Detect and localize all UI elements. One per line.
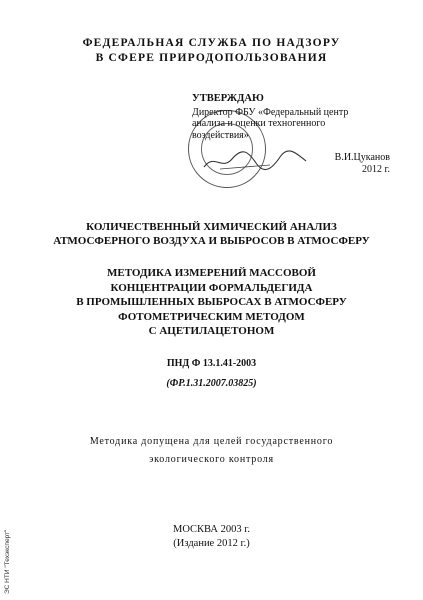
document-code: ПНД Ф 13.1.41-2003 <box>166 358 257 369</box>
imprint <box>0 523 423 550</box>
admission-line-2: экологического контроля <box>149 454 274 465</box>
approval-line-1: Директор ФБУ «Федеральный центр <box>192 106 349 118</box>
method-title <box>0 266 423 339</box>
side-watermark-note: ЭС НТИ "Техэксперт" <box>4 529 11 594</box>
agency-header <box>0 36 423 66</box>
method-line-5: С АЦЕТИЛАЦЕТОНОМ <box>148 325 275 337</box>
approval-line-3: воздействия» <box>192 129 249 141</box>
approval-heading: УТВЕРЖДАЮ <box>192 93 264 104</box>
method-line-1: МЕТОДИКА ИЗМЕРЕНИЙ МАССОВОЙ <box>107 267 316 279</box>
approval-line-2: анализа и оценки техногенного <box>192 118 326 129</box>
method-line-3: В ПРОМЫШЛЕННЫХ ВЫБРОСАХ В АТМОСФЕРУ <box>76 296 347 308</box>
method-line-2: КОНЦЕНТРАЦИИ ФОРМАЛЬДЕГИДА <box>110 281 313 294</box>
approval-block <box>192 93 402 141</box>
signer-name: В.И.Цуканов <box>334 152 390 163</box>
approval-year: 2012 г. <box>362 163 390 175</box>
city-year: МОСКВА 2003 г. <box>173 524 250 535</box>
admission-line-1: Методика допущена для целей государственного <box>89 436 334 447</box>
admission-note <box>0 433 423 469</box>
edition-note: (Издание 2012 г.) <box>173 537 250 549</box>
agency-line-2: В СФЕРЕ ПРИРОДОПОЛЬЗОВАНИЯ <box>95 52 328 64</box>
category-line-2: АТМОСФЕРНОГО ВОЗДУХА И ВЫБРОСОВ В АТМОСФЕРУ <box>53 234 370 247</box>
registration-number: (ФР.1.31.2007.03825) <box>166 378 257 389</box>
category-line-1: КОЛИЧЕСТВЕННЫЙ ХИМИЧЕСКИЙ АНАЛИЗ <box>86 221 337 233</box>
signature-row <box>240 152 390 175</box>
method-line-4: ФОТОМЕТРИЧЕСКИМ МЕТОДОМ <box>118 310 305 323</box>
category-title <box>0 221 423 248</box>
agency-line-1: ФЕДЕРАЛЬНАЯ СЛУЖБА ПО НАДЗОРУ <box>82 37 341 49</box>
